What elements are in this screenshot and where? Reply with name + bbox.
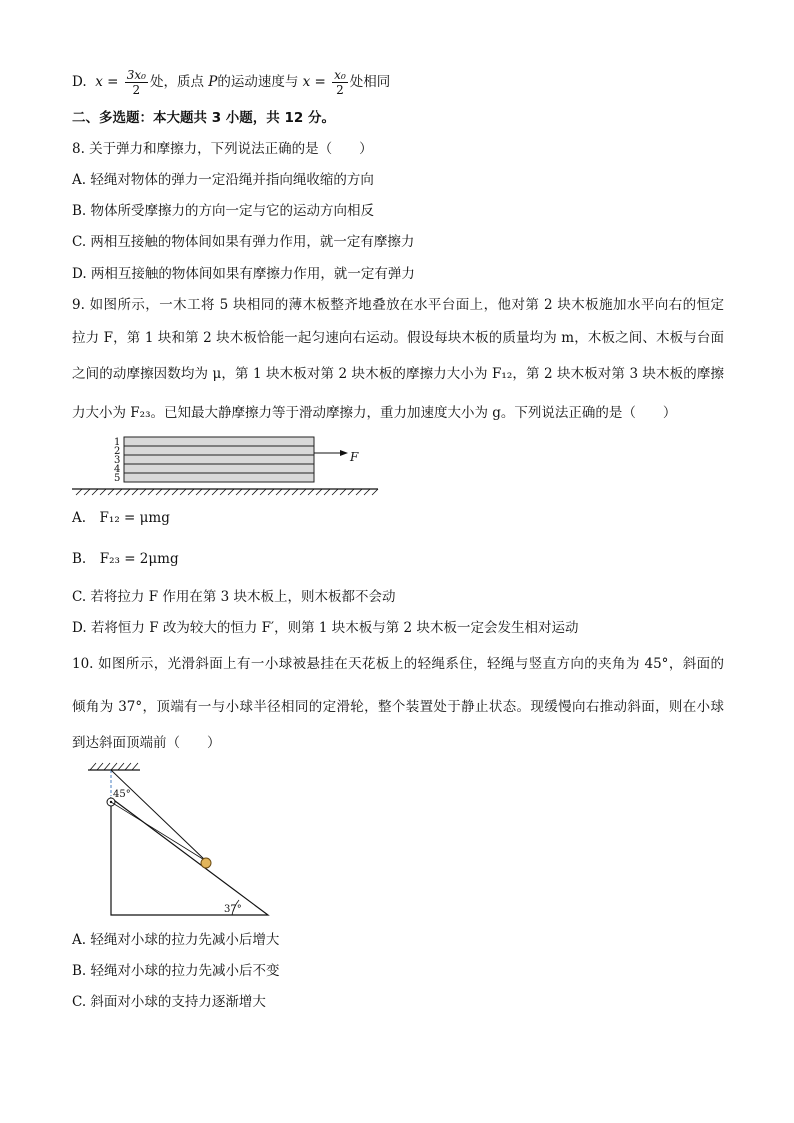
equation-lhs: x =: [302, 74, 326, 90]
ball: [201, 858, 211, 868]
board-5: [124, 473, 314, 482]
q9-option-c: C. 若将拉力 F 作用在第 3 块木板上，则木板都不会动: [72, 589, 396, 605]
ground-hatch: [72, 489, 378, 495]
angle-45-label: 45°: [113, 789, 131, 800]
q7-option-d: [72, 68, 390, 97]
section-header: 二、多选题：本大题共 3 小题，共 12 分。: [72, 110, 335, 126]
fraction-numerator: x₀: [334, 68, 346, 82]
q10-stem-line2: 倾角为 37°，顶端有一与小球半径相同的定滑轮，整个装置处于静止状态。现缓慢向右推动斜面，则在小球: [72, 699, 724, 715]
angle-37-label: 37°: [224, 904, 242, 915]
board-label-2: 2: [114, 446, 121, 457]
incline-figure: [82, 760, 282, 920]
board-label-4: 4: [114, 464, 121, 475]
fraction-denominator: 2: [132, 83, 141, 97]
q9-option-a: A. F₁₂ = μmg: [72, 510, 170, 526]
equation-lhs: x =: [95, 74, 119, 90]
point-label: P: [208, 74, 218, 90]
q9-option-d: D. 若将恒力 F 改为较大的恒力 F′，则第 1 块木板与第 2 块木板一定会发生相对运动: [72, 620, 579, 636]
ceiling-hatch: [88, 763, 140, 770]
board-label-5: 5: [114, 473, 121, 484]
board-2: [124, 446, 314, 455]
incline-surface-line: [111, 802, 206, 861]
q10-stem-line1: 10. 如图所示，光滑斜面上有一小球被悬挂在天花板上的轻绳系住，轻绳与竖直方向的夹角为 45°，斜面的: [72, 656, 724, 672]
board-1: [124, 437, 314, 446]
incline-slope: [111, 798, 268, 915]
q8-stem: 8. 关于弹力和摩擦力，下列说法正确的是（ ）: [72, 141, 373, 157]
q8-option-d: D. 两相互接触的物体间如果有摩擦力作用，就一定有弹力: [72, 266, 415, 282]
fraction-3x0-over-2: [125, 68, 148, 97]
q8-option-c: C. 两相互接触的物体间如果有弹力作用，就一定有摩擦力: [72, 234, 415, 250]
q8-option-b: B. 物体所受摩擦力的方向一定与它的运动方向相反: [72, 203, 375, 219]
board-label-3: 3: [114, 455, 121, 466]
q8-option-a: A. 轻绳对物体的弹力一定沿绳并指向绳收缩的方向: [72, 172, 374, 188]
option-text: 处相同: [349, 74, 391, 90]
q9-stem-line3: 之间的动摩擦因数均为 μ，第 1 块木板对第 2 块木板的摩擦力大小为 F₁₂，第 2 块木板对第 3 块木板的摩擦: [72, 366, 724, 382]
q10-option-b: B. 轻绳对小球的拉力先减小后不变: [72, 963, 280, 979]
q10-option-a: A. 轻绳对小球的拉力先减小后增大: [72, 932, 280, 948]
option-letter: D.: [72, 74, 87, 90]
q9-stem-line2: 拉力 F，第 1 块和第 2 块木板恰能一起匀速向右运动。假设每块木板的质量均为 m，木板之间、木板与台面: [72, 330, 724, 346]
q10-stem-line3: 到达斜面顶端前（ ）: [72, 735, 221, 751]
q9-stem-line4: 力大小为 F₂₃。已知最大静摩擦力等于滑动摩擦力，重力加速度大小为 g。下列说法正确的是（ ）: [72, 405, 677, 421]
q10-option-c: C. 斜面对小球的支持力逐渐增大: [72, 994, 266, 1010]
q9-stem-line1: 9. 如图所示，一木工将 5 块相同的薄木板整齐地叠放在水平台面上，他对第 2 块木板施加水平向右的恒定: [72, 297, 724, 313]
rope: [111, 770, 206, 861]
force-arrow: [314, 450, 348, 456]
fraction-denominator: 2: [336, 83, 344, 97]
fraction-numerator: 3x₀: [126, 68, 146, 82]
board-4: [124, 464, 314, 473]
option-text: 的运动速度与: [217, 74, 299, 90]
q9-option-b: B. F₂₃ = 2μmg: [72, 551, 179, 567]
option-text: 处，质点: [149, 74, 204, 90]
board-3: [124, 455, 314, 464]
stacked-boards-figure: [70, 432, 390, 498]
force-label: F: [350, 450, 359, 464]
fraction-x0-over-2: [332, 68, 348, 97]
boards-stack: [124, 437, 314, 482]
board-label-1: 1: [114, 437, 121, 448]
